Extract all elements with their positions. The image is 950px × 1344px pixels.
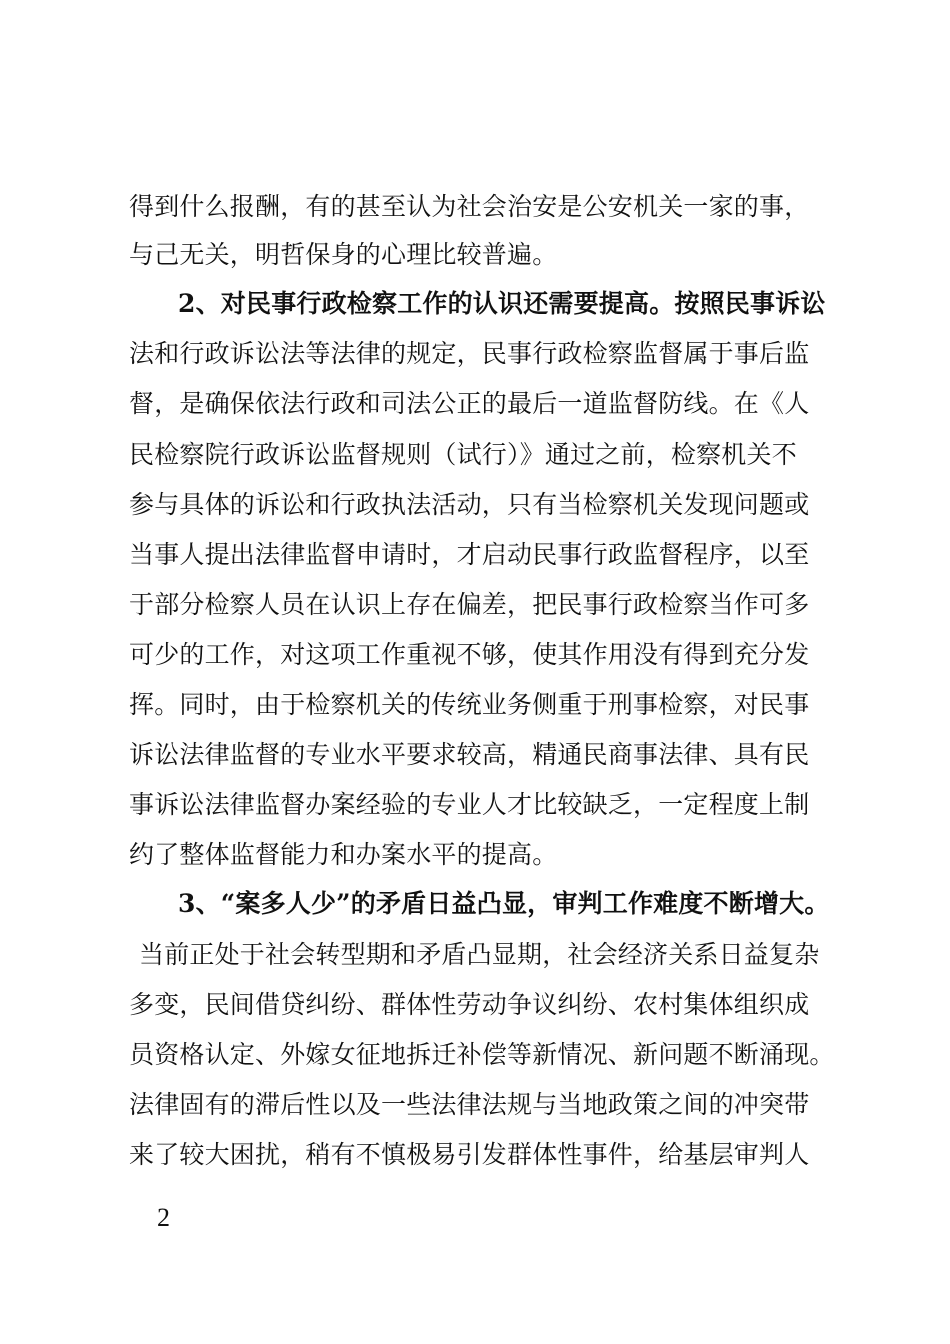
section-heading-line: 3、“案多人少”的矛盾日益凸显，审判工作难度不断增大。 bbox=[178, 889, 830, 918]
text-line: 多变，民间借贷纠纷、群体性劳动争议纠纷、农村集体组织成 bbox=[129, 990, 810, 1019]
text-line: 当前正处于社会转型期和矛盾凸显期，社会经济关系日益复杂 bbox=[139, 940, 820, 969]
text-line: 法和行政诉讼法等法律的规定，民事行政检察监督属于事后监 bbox=[129, 339, 810, 368]
text-line: 与己无关，明哲保身的心理比较普遍。 bbox=[129, 240, 558, 269]
text-line: 得到什么报酬，有的甚至认为社会治安是公安机关一家的事， bbox=[129, 192, 810, 221]
page-number: 2 bbox=[157, 1203, 170, 1232]
text-line: 法律固有的滞后性以及一些法律法规与当地政策之间的冲突带 bbox=[129, 1090, 810, 1119]
text-line: 于部分检察人员在认识上存在偏差，把民事行政检察当作可多 bbox=[129, 590, 810, 619]
text-line: 来了较大困扰，稍有不慎极易引发群体性事件，给基层审判人 bbox=[129, 1140, 810, 1169]
text-line: 员资格认定、外嫁女征地拆迁补偿等新情况、新问题不断涌现。 bbox=[129, 1040, 835, 1069]
text-line: 挥。同时，由于检察机关的传统业务侧重于刑事检察，对民事 bbox=[129, 690, 810, 719]
text-line: 可少的工作，对这项工作重视不够，使其作用没有得到充分发 bbox=[129, 640, 810, 669]
text-line: 约了整体监督能力和办案水平的提高。 bbox=[129, 840, 558, 869]
text-line: 参与具体的诉讼和行政执法活动，只有当检察机关发现问题或 bbox=[129, 490, 810, 519]
text-line: 督，是确保依法行政和司法公正的最后一道监督防线。在《人 bbox=[129, 389, 810, 418]
section-heading-line: 2、对民事行政检察工作的认识还需要提高。按照民事诉讼 bbox=[178, 289, 826, 318]
text-line: 事诉讼法律监督办案经验的专业人才比较缺乏，一定程度上制 bbox=[129, 790, 810, 819]
text-line: 当事人提出法律监督申请时，才启动民事行政监督程序，以至 bbox=[129, 540, 810, 569]
text-line: 民检察院行政诉讼监督规则（试行）》通过之前，检察机关不 bbox=[129, 440, 797, 469]
text-line: 诉讼法律监督的专业水平要求较高，精通民商事法律、具有民 bbox=[129, 740, 810, 769]
